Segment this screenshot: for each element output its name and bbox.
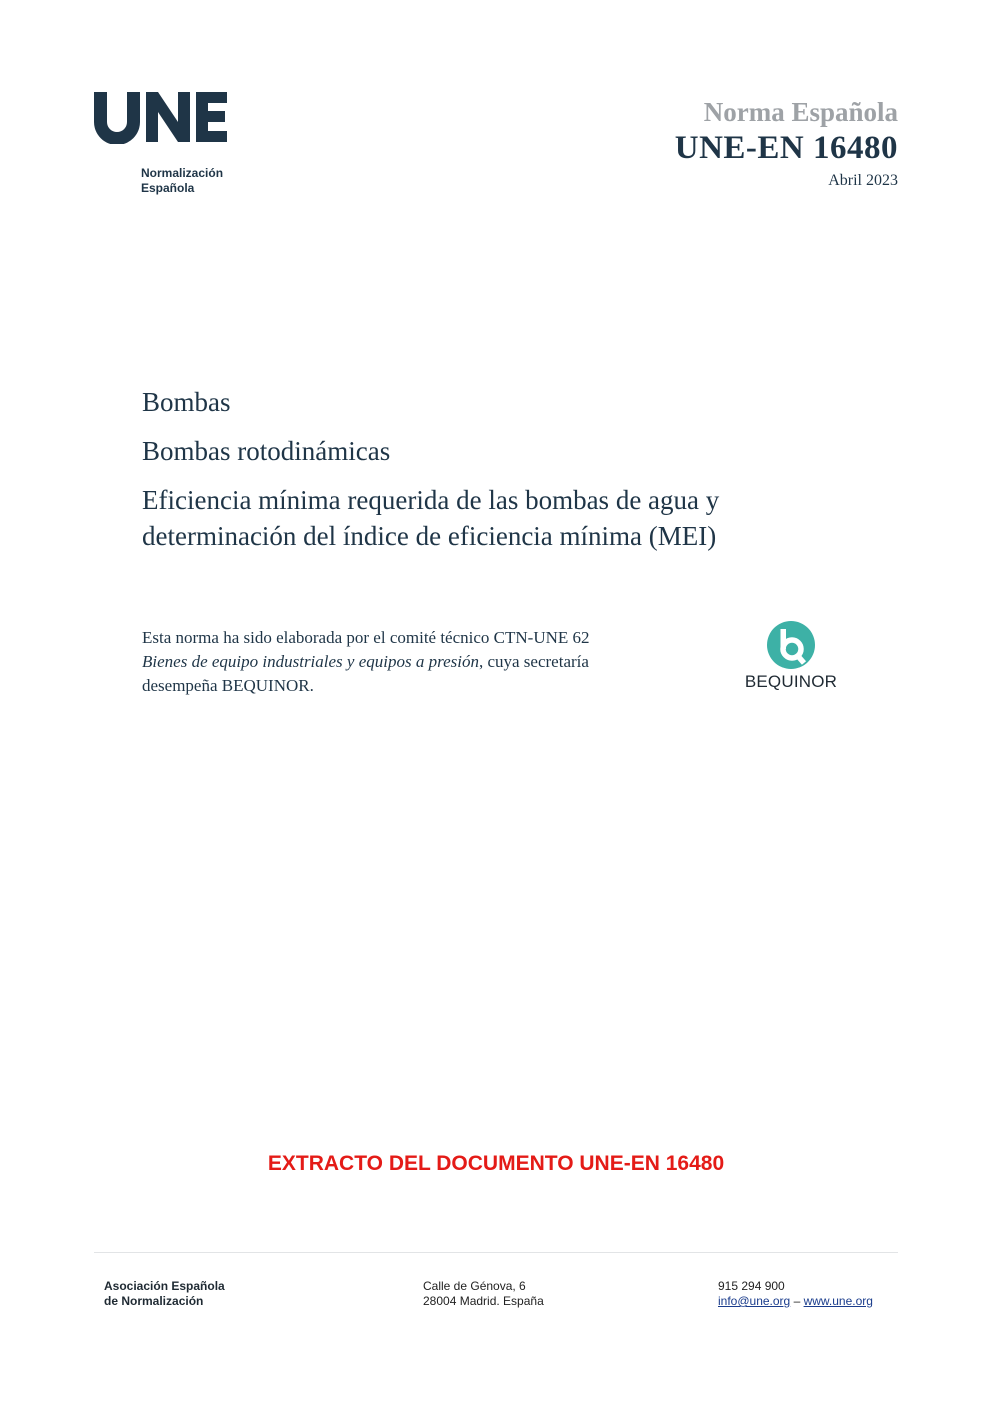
website-link[interactable]: www.une.org: [803, 1294, 873, 1308]
footer-address-line1: Calle de Génova, 6: [423, 1279, 526, 1293]
footer-divider: [94, 1252, 898, 1253]
committee-text-after: , cuya secretaría desempeña BEQUINOR.: [142, 652, 589, 695]
footer-phone: 915 294 900: [718, 1279, 785, 1293]
footer-contact: [718, 1279, 873, 1309]
footer-links: [718, 1294, 873, 1309]
extract-notice: EXTRACTO DEL DOCUMENTO UNE-EN 16480: [267, 1152, 725, 1175]
footer-org-line2: de Normalización: [104, 1294, 204, 1308]
une-logo: [92, 90, 242, 196]
footer-address-line2: 28004 Madrid. España: [423, 1294, 544, 1308]
footer-organization: [104, 1279, 225, 1309]
publication-date: Abril 2023: [828, 172, 898, 189]
committee-name: Bienes de equipo industriales y equipos a presión: [142, 652, 479, 671]
committee-text-before: Esta norma ha sido elaborada por el comité técnico CTN-UNE 62: [142, 628, 590, 647]
footer-separator: –: [790, 1294, 804, 1308]
logo-sub-line2: Española: [141, 181, 195, 195]
email-link[interactable]: info@une.org: [718, 1294, 791, 1308]
standard-header: [675, 96, 898, 190]
title-line-1: Bombas: [142, 387, 231, 417]
committee-statement: [142, 626, 622, 698]
logo-subtitle: [141, 166, 242, 196]
standard-code: UNE-EN 16480: [674, 130, 898, 166]
document-titles: [142, 384, 862, 567]
une-wordmark-icon: [92, 90, 228, 144]
footer-org-line1: Asociación Española: [104, 1279, 225, 1293]
bequinor-symbol-icon: [766, 620, 816, 670]
bequinor-logo: [736, 620, 846, 692]
title-line-3: Eficiencia mínima requerida de las bombas de agua y determinación del índice de eficiencia mínima (MEI): [142, 485, 720, 551]
footer-address: [423, 1279, 544, 1309]
bequinor-name: BEQUINOR: [744, 672, 838, 691]
title-line-2: Bombas rotodinámicas: [142, 436, 391, 466]
norma-label: Norma Española: [703, 97, 898, 127]
logo-sub-line1: Normalización: [141, 166, 224, 180]
